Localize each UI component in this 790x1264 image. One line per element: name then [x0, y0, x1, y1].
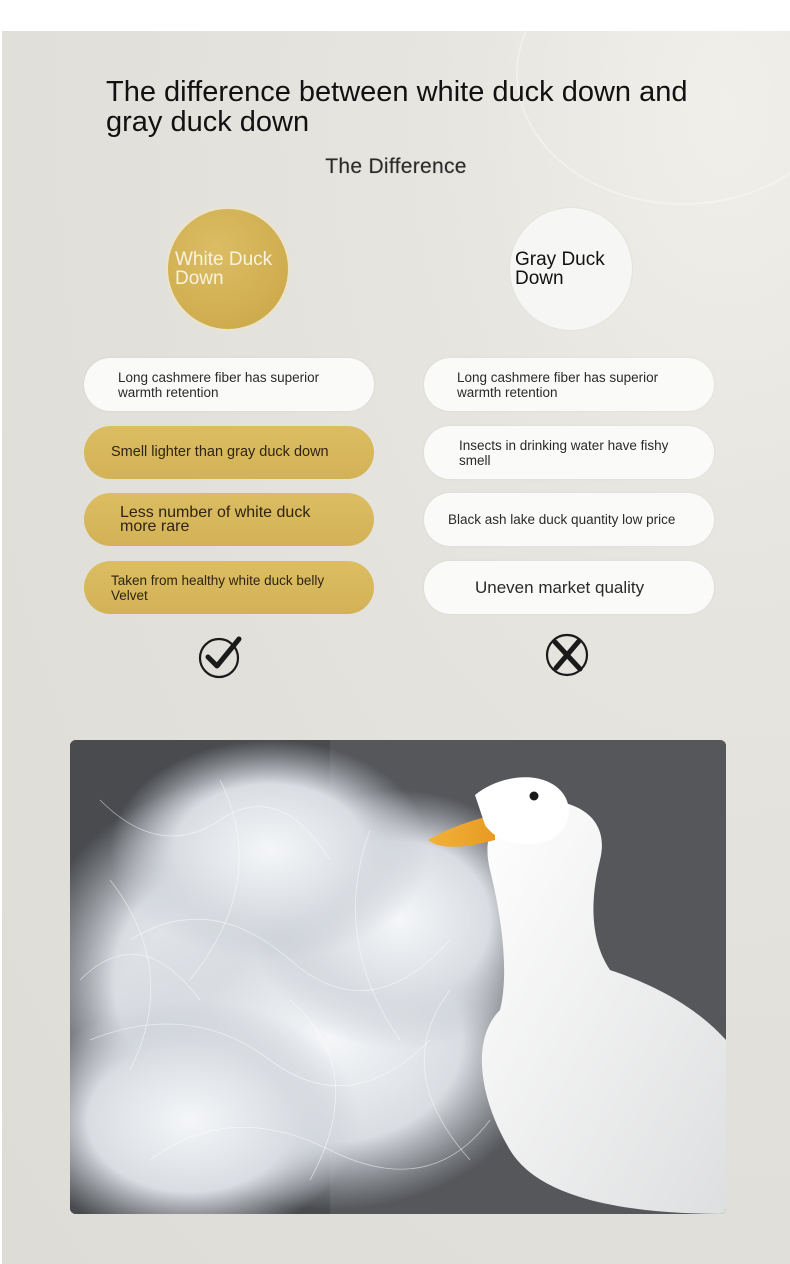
check-circle-icon — [197, 633, 243, 679]
gray-feature-1-text: Long cashmere fiber has superior warmth retention — [457, 369, 659, 400]
gray-feature-3 — [424, 493, 714, 546]
white-duck-down-label: White Duck Down — [175, 249, 273, 289]
gray-feature-4-text: Uneven market quality — [475, 578, 645, 597]
white-duck-down-badge — [166, 207, 290, 331]
white-feature-2 — [84, 426, 374, 479]
gray-feature-2-text: Insects in drinking water have fishy smell — [459, 437, 669, 468]
gray-feature-4 — [424, 561, 714, 614]
white-feature-2-text: Smell lighter than gray duck down — [111, 444, 329, 460]
white-feature-4-text: Taken from healthy white duck belly Velvet — [111, 572, 325, 603]
section-subtitle: The Difference — [325, 155, 467, 178]
white-feature-3 — [84, 493, 374, 546]
white-feature-3-text: Less number of white duck more rare — [120, 503, 311, 535]
white-feature-4 — [84, 561, 374, 614]
gray-duck-down-badge — [509, 207, 633, 331]
comparison-panel — [2, 31, 790, 1264]
white-feature-1-text: Long cashmere fiber has superior warmth retention — [118, 369, 320, 400]
page-title: The difference between white duck down and gray duck down — [106, 76, 688, 138]
gray-feature-2 — [424, 426, 714, 479]
gray-duck-down-label: Gray Duck Down — [515, 249, 605, 289]
gray-feature-3-text: Black ash lake duck quantity low price — [448, 512, 676, 527]
gray-feature-1 — [424, 358, 714, 411]
white-duck-with-down-photo — [70, 740, 726, 1214]
duck-illustration — [70, 740, 726, 1214]
cross-circle-icon — [544, 632, 590, 678]
white-feature-1 — [84, 358, 374, 411]
